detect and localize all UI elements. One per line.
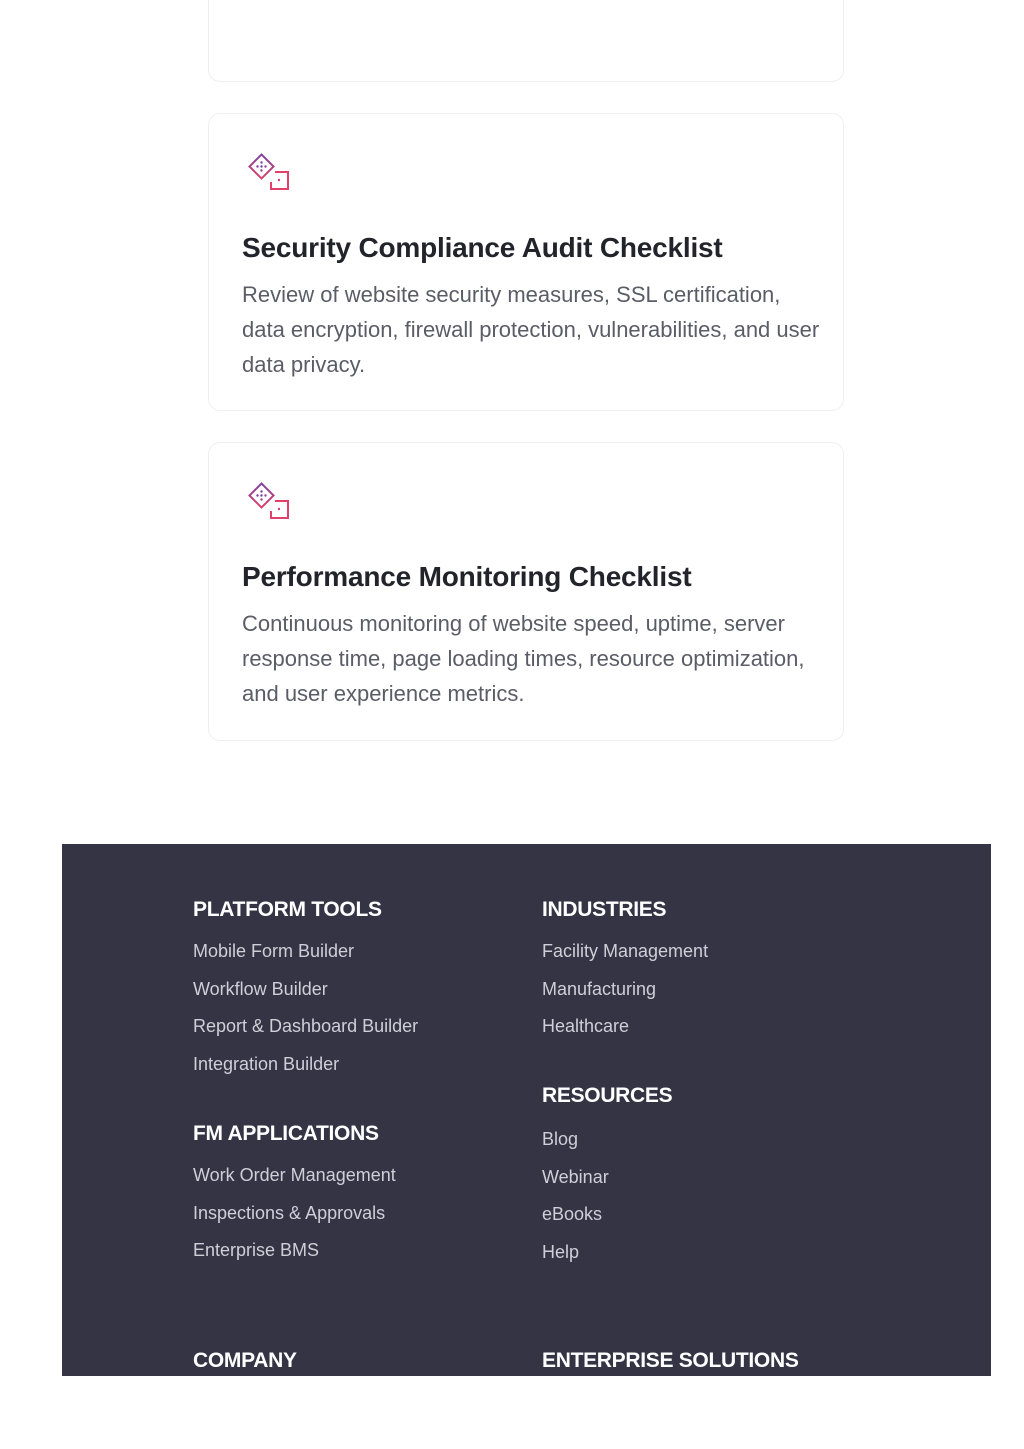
card-description: Review of website security measures, SSL certification, data encryption, firewall protection, vulnerabilities, and user data privacy. (242, 282, 820, 377)
footer-heading-industries: INDUSTRIES (542, 898, 667, 921)
footer-link[interactable]: Help (542, 1241, 580, 1262)
footer-link[interactable]: Enterprise BMS (193, 1240, 320, 1260)
footer-link[interactable]: Workflow Builder (193, 978, 328, 999)
footer-list-fm-applications (193, 1162, 396, 1275)
footer-heading-fm-applications: FM APPLICATIONS (193, 1122, 379, 1145)
footer-list-resources (542, 1126, 609, 1276)
footer-heading-enterprise-solutions: ENTERPRISE SOLUTIONS (542, 1349, 799, 1372)
footer-link[interactable]: Report & Dashboard Builder (193, 1016, 419, 1036)
card-description: Continuous monitoring of website speed, uptime, server response time, page loading times, resource optimization, and user experience metrics. (242, 611, 805, 706)
diamond-grid-icon (247, 152, 291, 194)
footer-heading-platform-tools: PLATFORM TOOLS (193, 898, 382, 921)
footer-link[interactable]: Healthcare (542, 1016, 630, 1036)
footer-heading-company: COMPANY (193, 1349, 297, 1372)
footer-link[interactable]: Facility Management (542, 941, 709, 961)
footer-link[interactable]: Integration Builder (193, 1053, 340, 1074)
feature-card-performance (208, 442, 844, 741)
site-footer (62, 844, 991, 1376)
footer-link[interactable]: Mobile Form Builder (193, 941, 355, 961)
card-title: Performance Monitoring Checklist (242, 561, 692, 592)
footer-link[interactable]: eBooks (542, 1204, 603, 1224)
footer-link[interactable]: Webinar (542, 1166, 609, 1187)
card-title: Security Compliance Audit Checklist (242, 232, 723, 263)
footer-heading-resources: RESOURCES (542, 1084, 673, 1107)
diamond-grid-icon (247, 481, 291, 523)
footer-list-industries (542, 938, 708, 1051)
footer-link[interactable]: Inspections & Approvals (193, 1202, 386, 1223)
footer-list-platform-tools (193, 938, 418, 1088)
feature-card-partial (208, 0, 844, 82)
footer-link[interactable]: Manufacturing (542, 978, 657, 999)
feature-card-security (208, 113, 844, 411)
footer-link[interactable]: Blog (542, 1129, 579, 1149)
footer-link[interactable]: Work Order Management (193, 1165, 396, 1185)
